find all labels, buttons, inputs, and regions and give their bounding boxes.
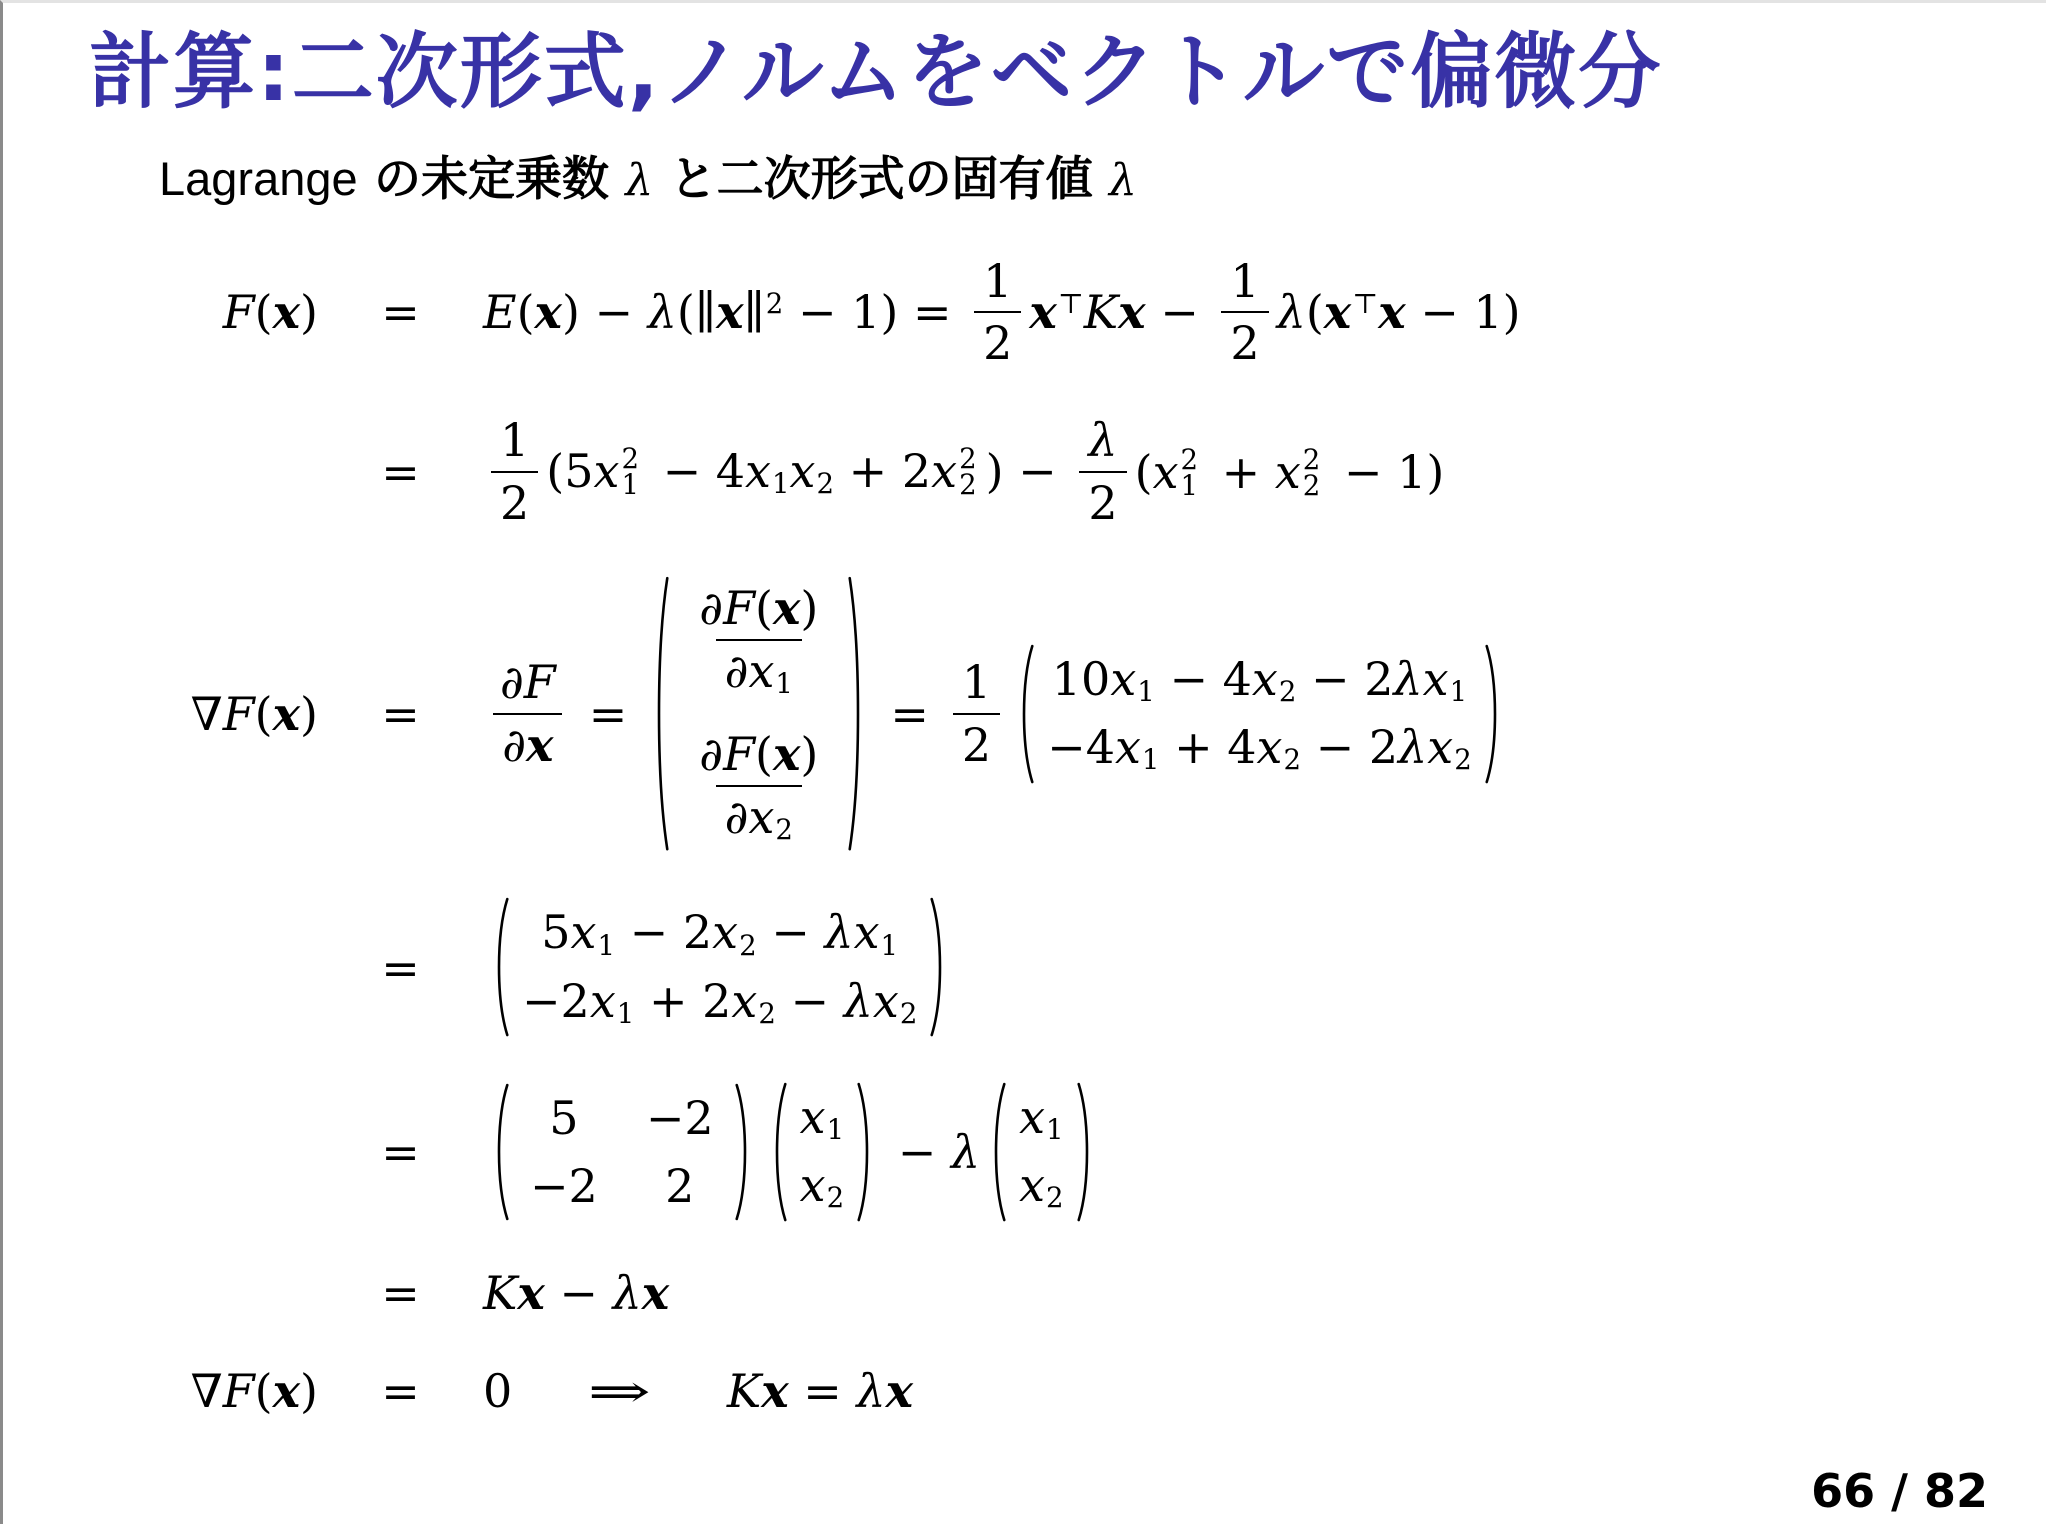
page-number: 66 / 82 — [1811, 1464, 1988, 1518]
equation-line-6 — [113, 1266, 2046, 1320]
math-token: x — [799, 1157, 826, 1212]
math-token: + — [1207, 445, 1275, 500]
math-token: 2 — [765, 287, 784, 321]
math-token: −4 — [1047, 719, 1115, 774]
math-token: ) — [300, 686, 318, 741]
fraction-one-half — [491, 414, 538, 530]
slide-title: 計算:二次形式,ノルムをベクトルで偏微分 — [89, 25, 1663, 120]
right-paren-icon — [845, 574, 866, 853]
math-token: F — [723, 726, 755, 781]
subtitle-lambda1: λ — [625, 154, 654, 206]
math-token: x — [772, 581, 801, 636]
math-token: 2 — [1079, 471, 1126, 530]
matrix-cell: −2 — [645, 1090, 714, 1145]
math-run — [716, 639, 802, 700]
math-token: 5 — [541, 905, 571, 960]
vector-row — [800, 1158, 845, 1214]
partial-symbol: ∂ — [500, 654, 524, 709]
matrix-cell: 5 — [549, 1090, 579, 1145]
left-paren-icon — [1016, 644, 1037, 784]
math-token: 1 — [961, 654, 992, 709]
math-token: 1 — [1137, 674, 1155, 708]
eq3-rhs — [483, 574, 1511, 853]
left-paren-icon — [491, 897, 512, 1037]
vector-row — [541, 905, 898, 961]
math-token: 2 — [959, 442, 977, 476]
vector-x — [769, 1082, 876, 1222]
sub-sup-stack — [957, 442, 986, 501]
left-paren-icon — [491, 1083, 512, 1221]
eq7-rhs — [483, 1364, 913, 1418]
math-token: x — [1114, 719, 1141, 774]
math-token: x — [1256, 719, 1283, 774]
math-token: − 1) — [1405, 285, 1521, 340]
math-run — [690, 728, 827, 785]
math-token: ( — [754, 726, 773, 781]
equals-sign: = — [381, 1363, 420, 1418]
math-token: 2 — [775, 812, 793, 846]
math-token: λ — [1088, 413, 1118, 468]
math-token: x — [1323, 285, 1352, 340]
partial-symbol: ∂ — [502, 717, 527, 772]
matrix-cell: 2 — [665, 1158, 695, 1213]
equation-line-3 — [113, 574, 2046, 853]
math-token: 0 — [483, 1363, 513, 1418]
vector-row — [800, 1090, 845, 1146]
math-token: x — [853, 905, 880, 960]
math-token: x — [872, 973, 899, 1028]
math-token: 2 — [739, 928, 757, 962]
math-token: x — [570, 905, 597, 960]
fraction-dFx-dx2 — [690, 728, 827, 846]
slide — [3, 25, 2046, 1518]
math-token: K — [726, 1363, 762, 1418]
math-token: 2 — [1278, 674, 1297, 708]
math-token: ( — [254, 285, 273, 340]
partial-symbol: ∂ — [724, 789, 749, 844]
math-token: 2 — [816, 467, 835, 501]
math-token: x — [1274, 445, 1301, 500]
column-vector — [1009, 1082, 1074, 1222]
fraction-one-half — [974, 255, 1021, 371]
fraction-dFx-dx1 — [690, 582, 827, 700]
math-token: x — [534, 285, 562, 340]
fraction-lambda-over-2 — [1079, 414, 1126, 530]
subtitle-jp2: と二次形式の固有値 — [653, 151, 1109, 207]
transpose-symbol: ⊤ — [1352, 287, 1379, 321]
math-token: + 2 — [634, 973, 732, 1028]
nabla-symbol: ∇ — [190, 1363, 223, 1418]
math-token: x — [1422, 651, 1449, 706]
math-token: 1 — [1141, 742, 1160, 776]
math-token: ) − — [561, 285, 648, 340]
math-token: λ — [1398, 719, 1428, 774]
math-token: λ — [950, 1124, 981, 1179]
math-token: − 1) — [1329, 445, 1445, 500]
math-token: − — [883, 1124, 951, 1179]
math-run — [483, 285, 966, 339]
equals-sign: = — [588, 686, 628, 741]
vector-row — [1052, 652, 1467, 708]
math-token: x — [885, 1363, 914, 1418]
math-token: ( — [254, 686, 273, 741]
left-paren-icon — [651, 574, 672, 853]
eq7-lhs — [113, 1364, 318, 1418]
math-token: λ — [1276, 285, 1306, 340]
math-token: (5 — [546, 444, 594, 499]
paren-gradient-vector — [1016, 644, 1503, 784]
nabla-symbol: ∇ — [190, 686, 223, 741]
math-token: x — [641, 1265, 670, 1320]
eq1-lhs — [113, 285, 318, 339]
subtitle-jp1: の未定乗数 — [357, 151, 626, 207]
math-token: 1 — [775, 667, 793, 701]
slide-subtitle — [159, 142, 2046, 209]
math-token: 2 — [758, 996, 776, 1030]
math-token: ) — [800, 581, 819, 636]
math-token: ) − — [985, 444, 1072, 499]
math-run — [1029, 285, 1213, 339]
column-vector — [790, 1082, 855, 1222]
math-token: x — [1019, 1157, 1046, 1212]
math-token: x — [517, 1265, 545, 1320]
math-token: ( — [516, 285, 535, 340]
math-token: x — [772, 726, 801, 781]
math-token: 2 — [1180, 443, 1199, 477]
math-token: x — [731, 973, 758, 1028]
math-token: x — [761, 1363, 789, 1418]
math-token: 2 — [953, 713, 1000, 772]
column-vector — [1037, 644, 1482, 784]
partial-symbol: ∂ — [699, 581, 724, 636]
math-token: F — [222, 686, 255, 741]
math-token: x — [1251, 651, 1278, 706]
sub-sup-stack — [619, 442, 648, 501]
math-token: λ — [612, 1265, 642, 1320]
math-token: x — [526, 717, 554, 772]
left-paren-icon — [769, 1082, 790, 1222]
math-run — [483, 1266, 669, 1320]
equals-sign: = — [381, 1124, 420, 1179]
math-run — [491, 656, 565, 713]
paren-gradient-vector — [491, 897, 948, 1037]
equals-sign: = — [381, 686, 420, 741]
math-token: x — [1029, 285, 1057, 340]
math-token: K — [483, 1265, 518, 1320]
math-token: (∥ — [676, 285, 717, 340]
math-token: x — [589, 973, 616, 1028]
math-token: ( — [1134, 445, 1153, 500]
vector-row — [1047, 720, 1472, 776]
math-token: x — [789, 444, 816, 499]
math-token: F — [723, 581, 755, 636]
math-token: 2 — [491, 471, 538, 530]
partial-symbol: ∂ — [724, 644, 749, 698]
equals-sign: = — [381, 940, 420, 995]
math-token: x — [748, 789, 775, 844]
vector-row — [1019, 1158, 1064, 1214]
math-token: 2 — [1046, 1180, 1064, 1214]
math-run — [1277, 285, 1521, 339]
math-token: 1 — [500, 413, 530, 468]
math-token: = — [788, 1363, 857, 1418]
equation-line-5 — [113, 1082, 2046, 1222]
math-token: 1 — [616, 996, 635, 1030]
math-token: 2 — [1302, 468, 1321, 502]
math-token: − 4 — [1154, 651, 1252, 706]
math-token: 1 — [1180, 468, 1199, 502]
left-paren-icon — [988, 1082, 1009, 1222]
math-token: x — [745, 444, 771, 499]
eq4-rhs — [483, 897, 956, 1037]
math-token: 2 — [959, 467, 977, 501]
math-token: ( — [1305, 285, 1324, 340]
math-token: 2 — [899, 996, 918, 1030]
math-token: F — [222, 285, 255, 340]
math-token: 2 — [826, 1180, 845, 1214]
equation-line-1 — [113, 255, 2046, 371]
math-token: x — [712, 905, 739, 960]
fraction-one-half — [1221, 255, 1268, 371]
equation-line-4 — [113, 897, 2046, 1037]
math-token: E — [483, 285, 517, 340]
sub-sup-stack — [1179, 443, 1208, 502]
vector-row — [1019, 1090, 1064, 1146]
math-token: x — [272, 686, 301, 741]
math-token: x — [1378, 285, 1406, 340]
math-token: F — [222, 1363, 255, 1418]
math-token: 1 — [621, 467, 640, 501]
column-vector — [512, 897, 927, 1037]
math-token: 1 — [771, 467, 790, 501]
math-token: x — [1427, 719, 1454, 774]
math-token: − 4 — [647, 444, 746, 499]
right-paren-icon — [1482, 644, 1503, 784]
math-token: − 1) = — [783, 285, 967, 340]
math-token: 10 — [1051, 651, 1111, 706]
math-token: 1 — [880, 928, 899, 962]
eq2-rhs — [483, 414, 1444, 530]
math-token: K — [1083, 285, 1119, 340]
right-paren-icon — [1074, 1082, 1095, 1222]
math-token: 1 — [983, 253, 1013, 308]
math-token: x — [1118, 285, 1146, 340]
math-token: 2 — [621, 442, 640, 476]
math-token: x — [272, 285, 301, 340]
math-token: ( — [254, 1363, 273, 1418]
eq5-rhs — [483, 1082, 1103, 1222]
math-token: − — [1145, 285, 1214, 340]
math-run — [546, 444, 1071, 500]
fraction-one-half — [953, 656, 1000, 772]
math-token: x — [1019, 1089, 1046, 1144]
math-token: 2 — [1454, 742, 1472, 776]
math-token: + 2 — [834, 444, 932, 499]
equation-line-7 — [113, 1364, 2046, 1418]
math-token: 1 — [1449, 674, 1468, 708]
equals-sign: = — [381, 445, 420, 500]
fraction-dF-dx — [491, 656, 565, 772]
math-token: 2 — [1302, 443, 1321, 477]
math-token: λ — [824, 905, 854, 960]
math-run — [493, 713, 562, 772]
matrix-K — [491, 1083, 753, 1221]
subtitle-lambda2: λ — [1109, 154, 1137, 206]
right-paren-icon — [927, 897, 948, 1037]
right-paren-icon — [854, 1082, 875, 1222]
sub-sup-stack — [1301, 443, 1330, 502]
math-token: F — [523, 654, 556, 709]
math-token: − — [775, 973, 844, 1028]
math-token: − — [756, 905, 825, 960]
math-token: λ — [856, 1363, 886, 1418]
column-vector — [672, 574, 845, 853]
math-token: − 2 — [1301, 719, 1399, 774]
transpose-symbol: ⊤ — [1057, 287, 1084, 321]
math-token: x — [931, 444, 958, 499]
equals-sign: = — [890, 686, 929, 741]
math-token: ) — [800, 726, 819, 781]
paren-partials-vector — [651, 574, 866, 853]
math-token: ( — [754, 581, 773, 636]
math-token: λ — [647, 285, 677, 340]
math-token: ) — [300, 285, 318, 340]
math-run — [1134, 443, 1445, 502]
equation-block — [113, 255, 2046, 1418]
math-token: x — [272, 1363, 301, 1418]
math-run — [883, 1125, 980, 1179]
math-token: x — [1110, 651, 1137, 706]
eq1-rhs — [483, 255, 1521, 371]
equals-sign: = — [381, 1265, 420, 1320]
math-token: − — [544, 1265, 613, 1320]
math-run — [690, 582, 827, 639]
math-token: x — [716, 285, 744, 340]
math-token: − 2 — [1296, 651, 1394, 706]
math-token: 1 — [597, 928, 616, 962]
math-token: 1 — [1230, 253, 1260, 308]
math-run — [483, 1364, 512, 1418]
equation-line-2 — [113, 414, 2046, 530]
math-token: ) — [300, 1363, 318, 1418]
subtitle-latin: Lagrange — [159, 151, 358, 205]
implies-arrow-icon: ⇒ — [587, 1363, 652, 1418]
math-token: ∥ — [743, 285, 765, 340]
math-token: x — [593, 444, 620, 499]
math-token: x — [748, 644, 775, 698]
math-token: x — [1152, 445, 1179, 500]
vector-row — [522, 974, 917, 1030]
right-paren-icon — [732, 1083, 753, 1221]
math-token: λ — [843, 973, 873, 1028]
partial-symbol: ∂ — [699, 726, 724, 781]
math-token: 2 — [1283, 742, 1302, 776]
vector-x — [988, 1082, 1095, 1222]
eq3-lhs — [113, 687, 318, 741]
eq6-rhs — [483, 1266, 669, 1320]
equals-sign: = — [381, 285, 420, 340]
matrix-2x2 — [512, 1083, 732, 1221]
math-token: 2 — [1221, 311, 1268, 370]
math-token: x — [799, 1089, 826, 1144]
math-run — [727, 1364, 913, 1418]
math-token: − 2 — [615, 905, 713, 960]
matrix-cell: −2 — [530, 1158, 598, 1213]
math-token: −2 — [522, 973, 590, 1028]
math-run — [716, 785, 802, 846]
math-token: + 4 — [1159, 719, 1257, 774]
math-token: 1 — [1046, 1112, 1064, 1146]
math-token: λ — [1393, 651, 1423, 706]
math-token: 2 — [974, 311, 1021, 370]
math-token: 1 — [826, 1112, 845, 1146]
